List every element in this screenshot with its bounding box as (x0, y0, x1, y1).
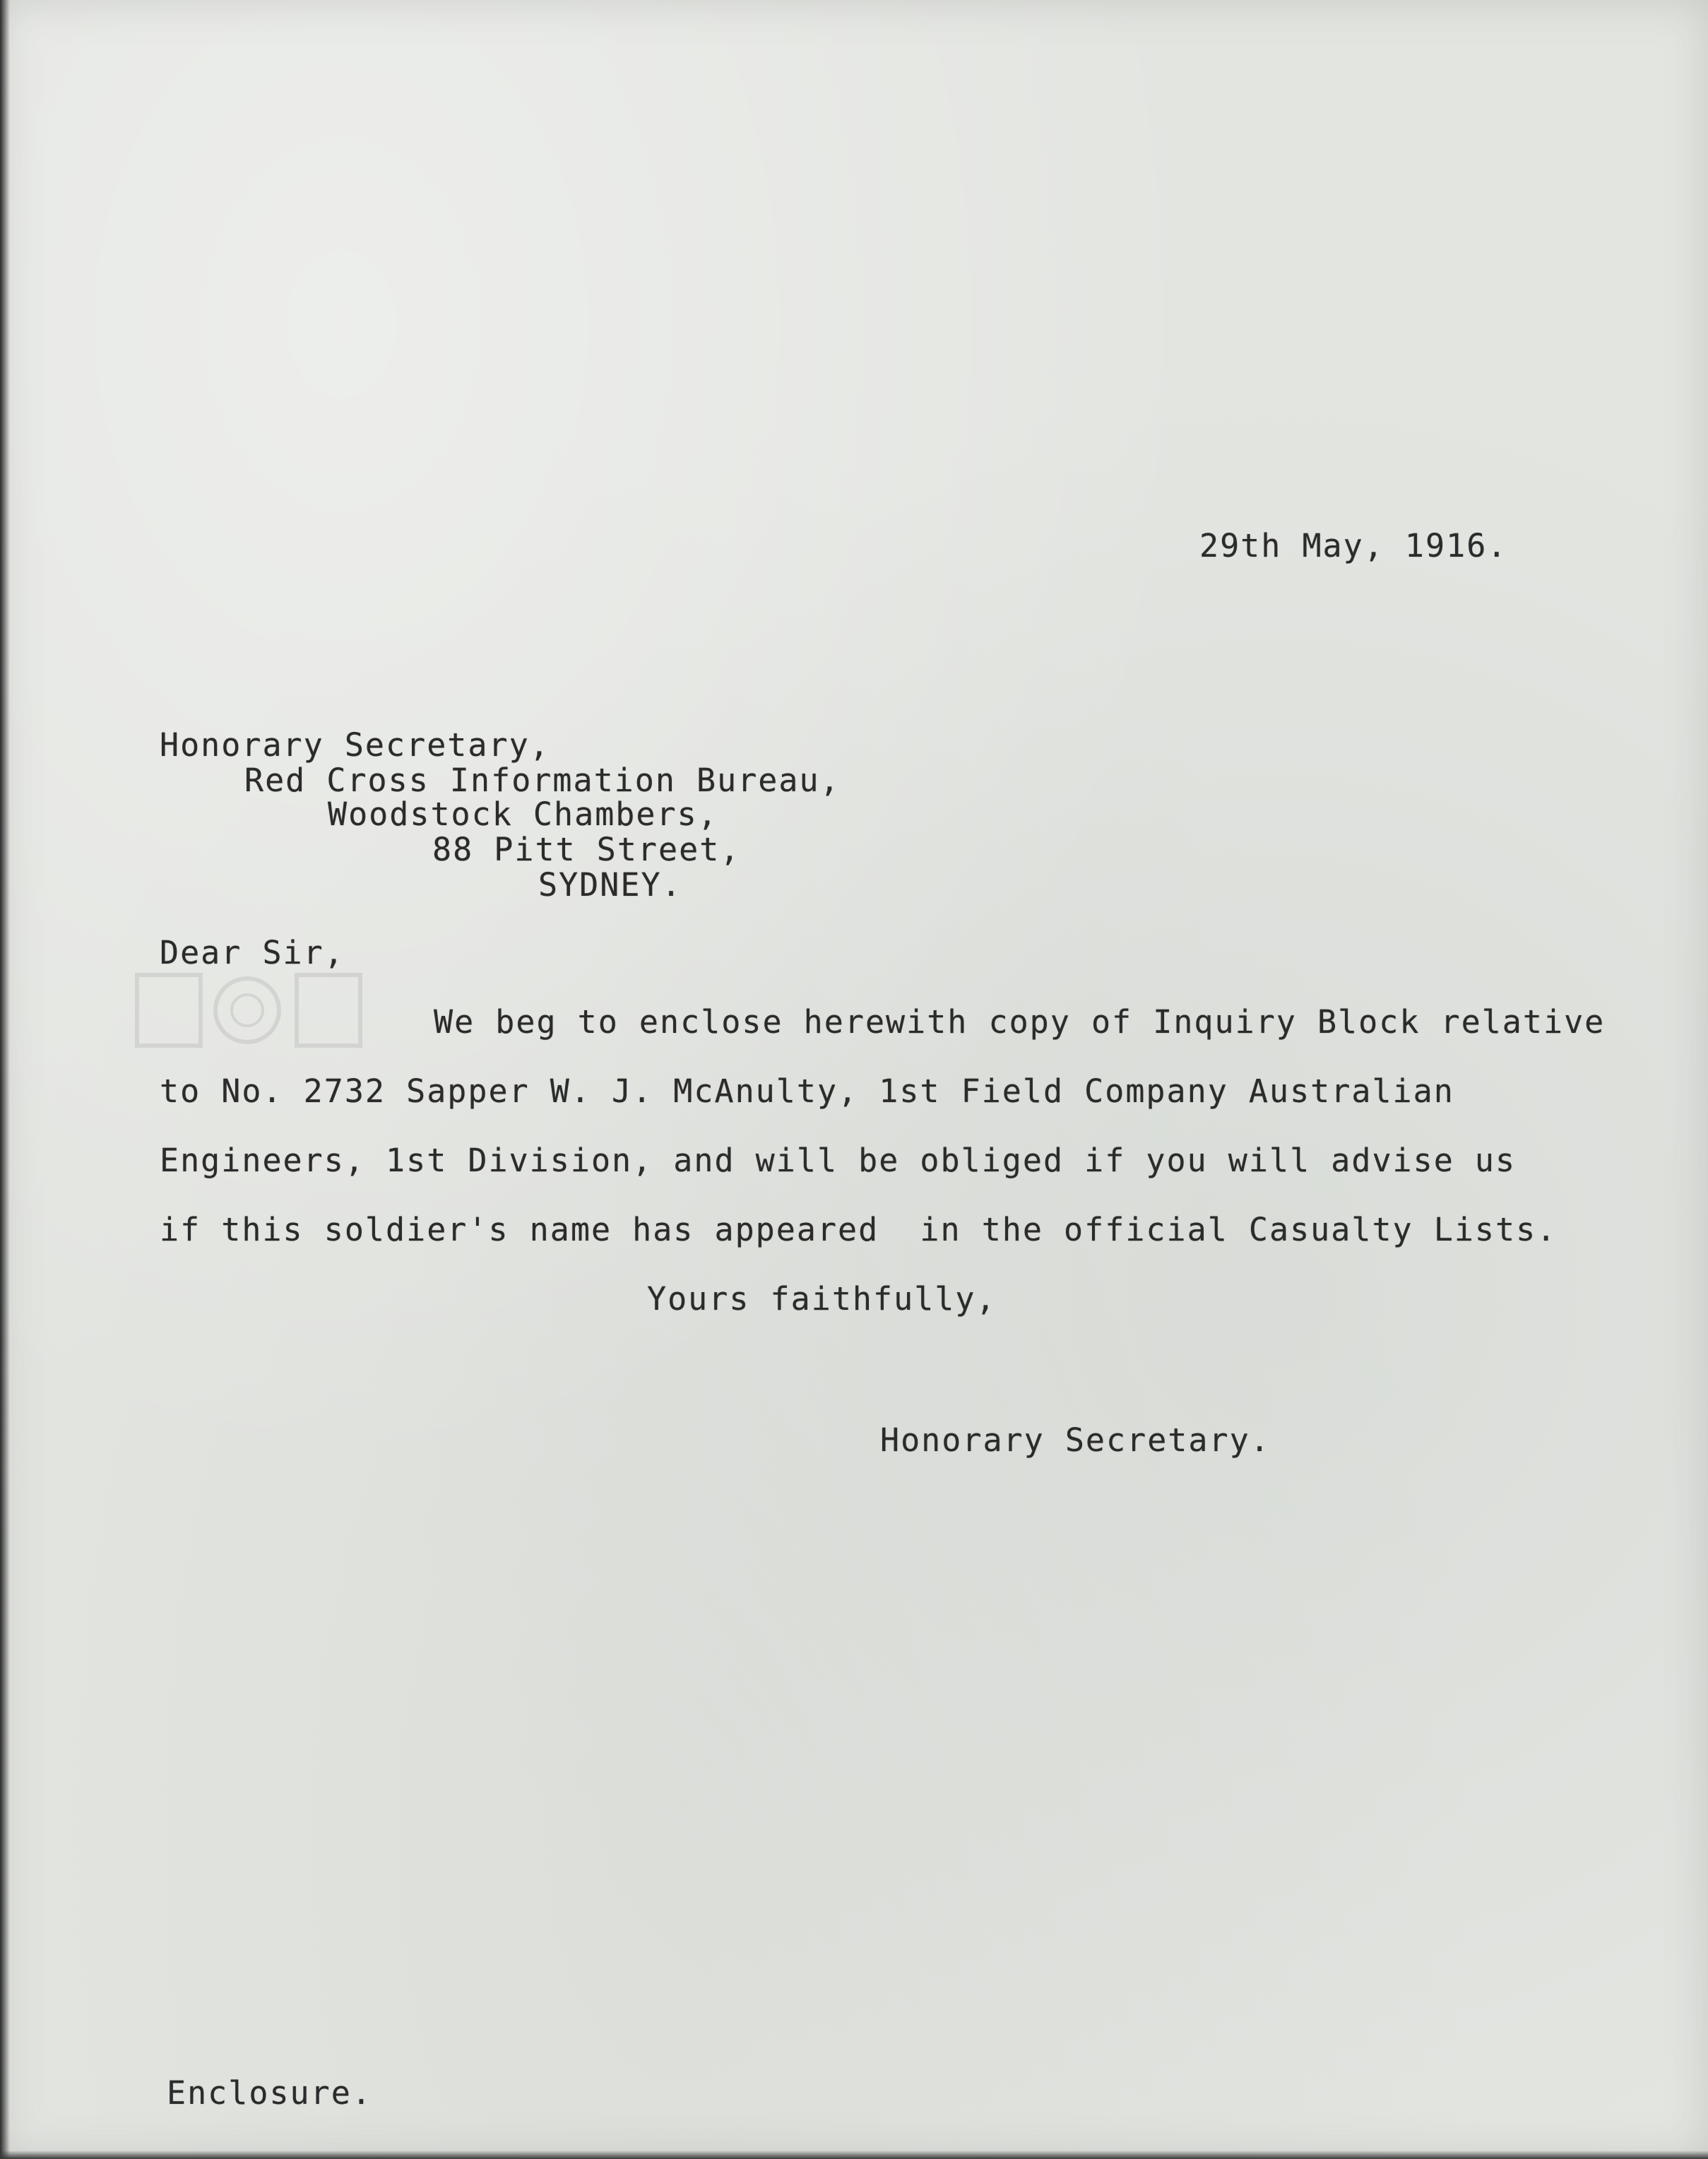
signature-title: Honorary Secretary. (880, 1421, 1271, 1459)
body-line-4: if this soldier's name has appeared in the official Casualty Lists. (160, 1211, 1558, 1248)
body-line-2: to No. 2732 Sapper W. J. McAnulty, 1st Field Company Australian (160, 1072, 1454, 1110)
body-line-1: We beg to enclose herewith copy of Inquiry Block relative (434, 1003, 1606, 1041)
salutation: Dear Sir, (160, 934, 345, 971)
faint-stamp-watermark (134, 968, 367, 1053)
letter-date: 29th May, 1916. (1199, 527, 1508, 564)
recipient-line-street: 88 Pitt Street, (432, 831, 741, 868)
recipient-line-building: Woodstock Chambers, (328, 795, 718, 833)
recipient-line-title: Honorary Secretary, (160, 726, 550, 764)
recipient-line-city: SYDNEY. (538, 866, 682, 904)
page-edge-shadow (0, 0, 10, 2159)
recipient-line-organisation: Red Cross Information Bureau, (244, 762, 841, 799)
enclosure-note: Enclosure. (167, 2074, 372, 2112)
body-line-3: Engineers, 1st Division, and will be obliged if you will advise us (160, 1142, 1517, 1179)
page-bottom-shadow (0, 2151, 1708, 2159)
closing: Yours faithfully, (647, 1280, 997, 1318)
